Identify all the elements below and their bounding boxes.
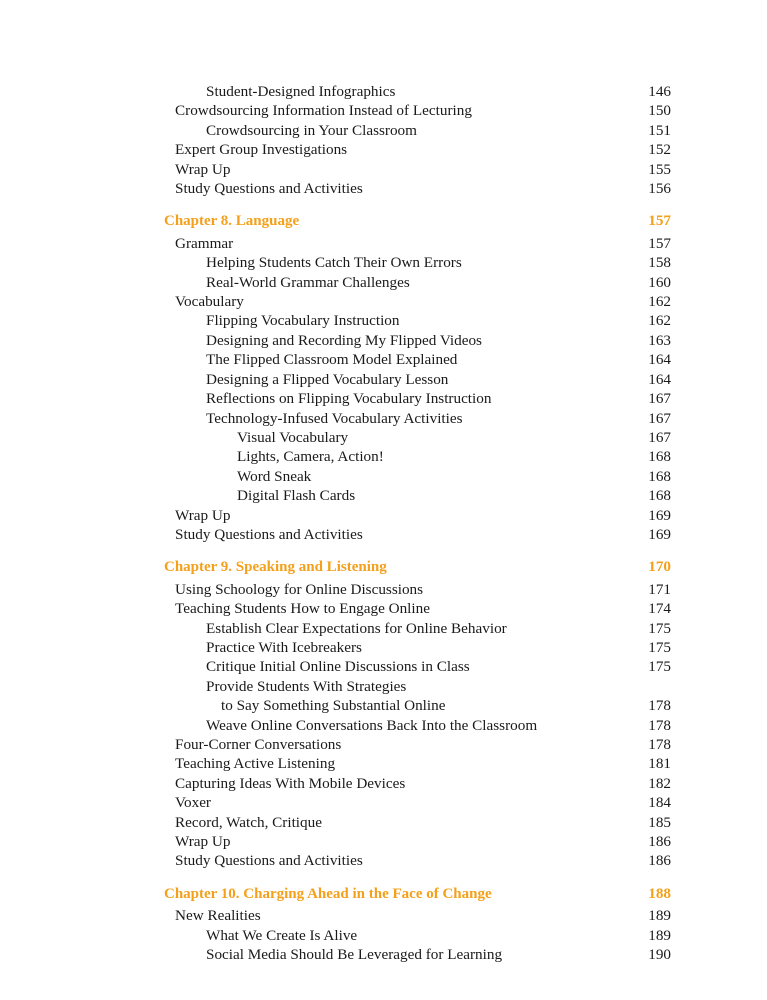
toc-page-number: 150 — [648, 102, 671, 120]
toc-entry-title: Capturing Ideas With Mobile Devices — [175, 774, 406, 792]
toc-entry-title: Real-World Grammar Challenges — [206, 273, 410, 291]
toc-chapter-entry[interactable] — [164, 211, 671, 231]
toc-entry-title: Digital Flash Cards — [237, 487, 356, 505]
toc-entry-title: Social Media Should Be Leveraged for Learning — [206, 946, 503, 964]
toc-entry[interactable] — [164, 906, 671, 925]
toc-entry[interactable] — [164, 525, 671, 544]
toc-page-number: 152 — [648, 141, 671, 159]
toc-entry-title: Crowdsourcing in Your Classroom — [206, 121, 417, 139]
toc-page-number: 186 — [648, 833, 671, 851]
toc-entry-title: The Flipped Classroom Model Explained — [206, 351, 458, 369]
toc-entry[interactable] — [164, 101, 671, 120]
toc-entry-title: What We Create Is Alive — [206, 926, 358, 944]
toc-entry-title: Student-Designed Infographics — [206, 83, 396, 100]
toc-entry-title: Four-Corner Conversations — [175, 736, 342, 753]
toc-page-number: 175 — [648, 619, 671, 637]
toc-entry[interactable] — [164, 926, 671, 945]
toc-entry[interactable] — [164, 82, 671, 101]
toc-page-number: 168 — [648, 467, 671, 485]
toc-entry-title: Designing and Recording My Flipped Videos — [206, 331, 482, 349]
toc-entry-title: Reflections on Flipping Vocabulary Instruction — [206, 390, 492, 408]
toc-entry[interactable] — [164, 234, 671, 253]
toc-page-number: 189 — [648, 907, 671, 925]
toc-entry-title: Study Questions and Activities — [175, 852, 363, 870]
toc-entry[interactable] — [164, 121, 671, 140]
toc-entry[interactable] — [164, 599, 671, 618]
toc-entry-title: Teaching Students How to Engage Online — [175, 600, 430, 618]
toc-page-number: 178 — [648, 716, 671, 734]
toc-entry[interactable] — [164, 677, 671, 696]
toc-entry-title: Expert Group Investigations — [175, 141, 348, 159]
toc-page-number: 164 — [648, 351, 671, 369]
toc-page-number: 155 — [648, 160, 671, 178]
toc-entry[interactable] — [164, 160, 671, 179]
toc-entry-title: Grammar — [175, 234, 234, 252]
toc-page-number: 174 — [648, 600, 671, 618]
toc-page-number: 167 — [648, 409, 671, 427]
toc-entry[interactable] — [164, 389, 671, 408]
toc-page-number: 146 — [648, 83, 671, 100]
toc-page-number: 156 — [648, 180, 671, 198]
toc-entry[interactable] — [164, 447, 671, 466]
toc-page-number: 190 — [648, 946, 671, 964]
toc-entry[interactable] — [164, 716, 671, 735]
toc-page-number: 182 — [648, 774, 671, 792]
toc-entry-title: Weave Online Conversations Back Into the Classroom — [206, 716, 538, 734]
toc-page-number: 168 — [648, 487, 671, 505]
toc-entry-title: Establish Clear Expectations for Online Behavior — [206, 619, 507, 637]
toc-entry[interactable] — [164, 754, 671, 773]
toc-page-number: 178 — [648, 697, 671, 715]
toc-entry-title: Wrap Up — [175, 506, 231, 524]
toc-chapter-title: Chapter 9. Speaking and Listening — [164, 559, 387, 576]
toc-page-number: 189 — [648, 926, 671, 944]
toc-page-number: 160 — [648, 273, 671, 291]
toc-entry[interactable] — [164, 793, 671, 812]
toc-entry-title: Critique Initial Online Discussions in Class — [206, 658, 470, 676]
toc-page-number: 170 — [648, 558, 671, 576]
toc-entry[interactable] — [164, 331, 671, 350]
toc-entry-title: Provide Students With Strategies — [206, 677, 407, 695]
toc-entry-title: Visual Vocabulary — [237, 428, 349, 446]
toc-page-number: 175 — [648, 638, 671, 656]
toc-page-number: 181 — [648, 755, 671, 773]
toc-entry[interactable] — [164, 657, 671, 676]
toc-entry-title: Voxer — [175, 794, 211, 812]
toc-entry[interactable] — [164, 311, 671, 330]
toc-page-number: 167 — [648, 390, 671, 408]
toc-page-number: 171 — [648, 580, 671, 598]
toc-entry[interactable] — [164, 467, 671, 486]
toc-entry[interactable] — [164, 945, 671, 964]
toc-page-number: 167 — [648, 428, 671, 446]
toc-entry[interactable] — [164, 619, 671, 638]
toc-page-number: 188 — [648, 884, 671, 902]
toc-page-number: 151 — [648, 121, 671, 139]
toc-page-number: 169 — [648, 506, 671, 524]
toc-entry-title: Technology-Infused Vocabulary Activities — [206, 409, 463, 427]
toc-entry[interactable] — [164, 696, 671, 715]
toc-entry-title: Crowdsourcing Information Instead of Lecturing — [175, 102, 472, 120]
toc-entry[interactable] — [164, 580, 671, 599]
toc-entry[interactable] — [164, 350, 671, 369]
toc-entry[interactable] — [164, 774, 671, 793]
toc-entry-list — [164, 82, 671, 964]
toc-page-number: 175 — [648, 658, 671, 676]
toc-page-number: 168 — [648, 448, 671, 466]
toc-entry[interactable] — [164, 428, 671, 447]
toc-chapter-title: Chapter 8. Language — [164, 213, 300, 230]
toc-entry[interactable] — [164, 832, 671, 851]
toc-entry[interactable] — [164, 735, 671, 754]
toc-chapter-entry[interactable] — [164, 557, 671, 577]
toc-entry-title: Wrap Up — [175, 160, 231, 178]
toc-entry[interactable] — [164, 486, 671, 505]
toc-entry-title: Study Questions and Activities — [175, 180, 363, 198]
toc-entry-title: Using Schoology for Online Discussions — [175, 580, 424, 598]
toc-entry[interactable] — [164, 179, 671, 198]
toc-entry-title: Lights, Camera, Action! — [237, 448, 384, 466]
toc-page-number: 184 — [648, 794, 671, 812]
toc-entry-title: New Realities — [175, 907, 261, 925]
toc-entry-title: Study Questions and Activities — [175, 525, 363, 543]
toc-page-number: 162 — [648, 312, 671, 330]
toc-page-number: 178 — [648, 736, 671, 753]
toc-entry-title: Vocabulary — [175, 293, 244, 311]
toc-entry-title: Designing a Flipped Vocabulary Lesson — [206, 370, 449, 388]
toc-entry-title: to Say Something Substantial Online — [221, 697, 446, 715]
toc-entry[interactable] — [164, 506, 671, 525]
toc-entry-title: Teaching Active Listening — [175, 755, 336, 773]
toc-page-number: 169 — [648, 525, 671, 543]
toc-chapter-title: Chapter 10. Charging Ahead in the Face of Change — [164, 885, 492, 902]
toc-page-number: 162 — [648, 293, 671, 311]
toc-entry[interactable] — [164, 851, 671, 870]
toc-page-number: 163 — [648, 331, 671, 349]
toc-page-number: 185 — [648, 813, 671, 831]
toc-entry-title: Practice With Icebreakers — [206, 638, 362, 656]
toc-entry[interactable] — [164, 253, 671, 272]
toc-entry-title: Record, Watch, Critique — [175, 813, 322, 831]
toc-entry-title: Flipping Vocabulary Instruction — [206, 312, 400, 330]
toc-page-number: 157 — [648, 234, 671, 252]
toc-entry[interactable] — [164, 140, 671, 159]
toc-chapter-entry[interactable] — [164, 884, 671, 904]
toc-entry[interactable] — [164, 370, 671, 389]
toc-entry-title: Word Sneak — [237, 467, 312, 485]
toc-page-number: 164 — [648, 370, 671, 388]
toc-page-number: 157 — [648, 212, 671, 230]
toc-page-number: 186 — [648, 852, 671, 870]
toc-entry-title: Helping Students Catch Their Own Errors — [206, 254, 462, 272]
toc-entry[interactable] — [164, 292, 671, 311]
toc-entry[interactable] — [164, 273, 671, 292]
toc-entry[interactable] — [164, 813, 671, 832]
toc-entry[interactable] — [164, 638, 671, 657]
toc-entry-title: Wrap Up — [175, 833, 231, 851]
toc-entry[interactable] — [164, 409, 671, 428]
toc-page-number: 158 — [648, 254, 671, 272]
